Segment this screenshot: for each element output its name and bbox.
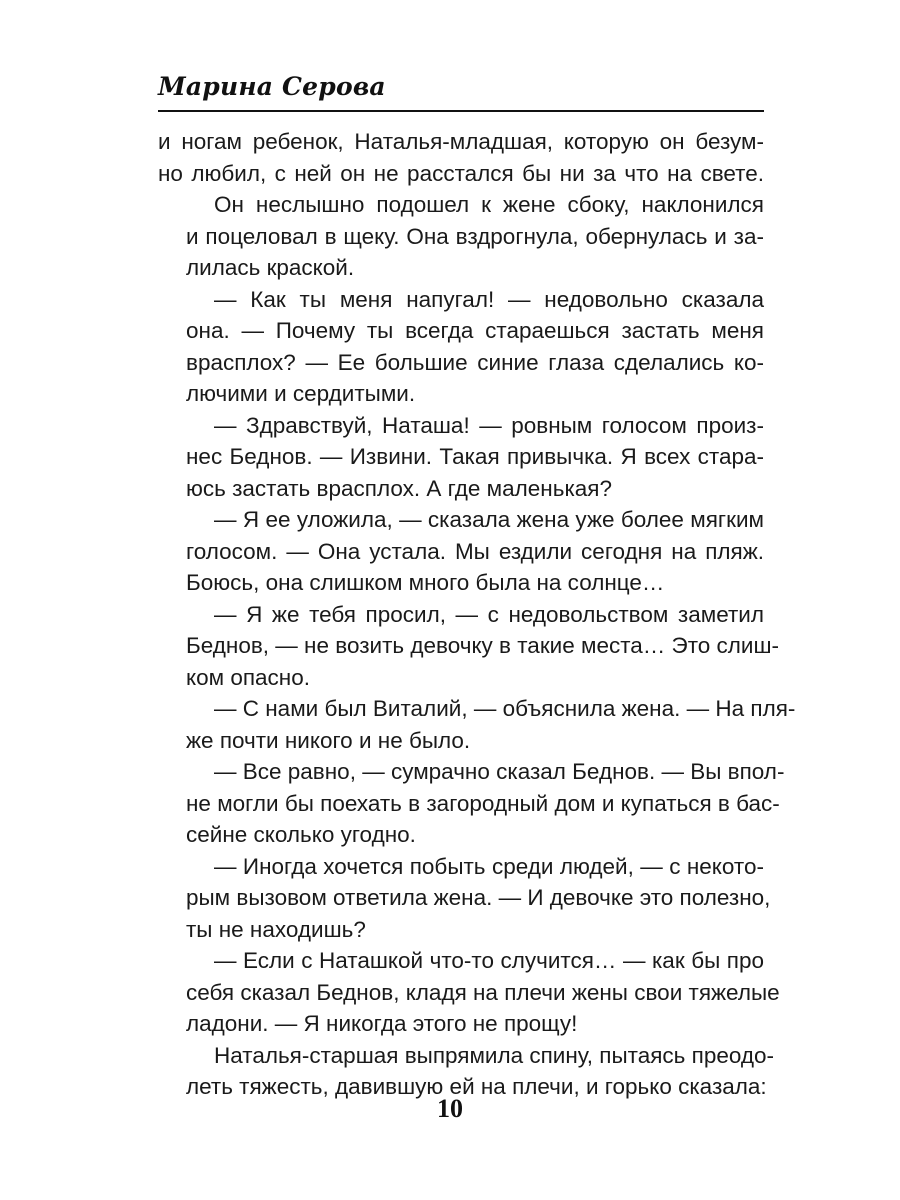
- text-line: — Я же тебя просил, — с недовольством заметил: [214, 601, 764, 627]
- text-line: юсь застать врасплох. А где маленькая?: [186, 475, 613, 501]
- header-rule: [158, 110, 764, 112]
- text-line: она. — Почему ты всегда стараешься застать меня: [186, 318, 764, 343]
- text-line: и поцеловал в щеку. Она вздрогнула, обернулась и за-: [186, 223, 764, 249]
- paragraph: [158, 693, 796, 756]
- text-line: лючими и сердитыми.: [186, 381, 416, 406]
- text-line: нес Беднов. — Извини. Такая привычка. Я всех стара-: [186, 444, 764, 469]
- text-line: но любил, с ней он не расстался бы ни за что на свете.: [158, 160, 764, 186]
- paragraph: [158, 851, 771, 946]
- text-line: — Как ты меня напугал! — недовольно сказала: [214, 286, 764, 312]
- text-line: врасплох? — Ее большие синие глаза сделались ко-: [186, 349, 764, 375]
- text-line: — С нами был Виталий, — объяснила жена. — На пля-: [214, 696, 796, 721]
- paragraph: [158, 756, 785, 851]
- running-head-author: Марина Серова: [158, 72, 386, 101]
- text-line: и ногам ребенок, Наталья-младшая, которую он безум-: [158, 129, 764, 154]
- text-line: Он неслышно подошел к жене сбоку, наклонился: [214, 192, 764, 217]
- text-line: Наталья-старшая выпрямила спину, пытаясь преодо-: [214, 1042, 774, 1068]
- text-line: рым вызовом ответила жена. — И девочке это полезно,: [186, 885, 771, 910]
- text-line: — Я ее уложила, — сказала жена уже более мягким: [214, 507, 764, 532]
- body-text: [158, 126, 796, 1103]
- text-line: не могли бы поехать в загородный дом и купаться в бас-: [186, 790, 780, 816]
- text-line: голосом. — Она устала. Мы ездили сегодня на пляж.: [186, 538, 764, 564]
- text-line: ты не находишь?: [186, 916, 366, 942]
- page-number: 10: [437, 1094, 463, 1123]
- paragraph: [158, 284, 764, 410]
- text-line: лилась краской.: [186, 255, 355, 280]
- text-line: ладони. — Я никогда этого не прощу!: [186, 1011, 578, 1036]
- text-line: леть тяжесть, давившую ей на плечи, и горько сказала:: [186, 1074, 767, 1099]
- paragraph: [158, 599, 780, 694]
- text-line: — Все равно, — сумрачно сказал Беднов. — Вы впол-: [214, 759, 785, 784]
- text-line: же почти никого и не было.: [186, 727, 471, 753]
- text-line: сейне сколько угодно.: [186, 822, 416, 847]
- text-line: — Если с Наташкой что-то случится… — как бы про: [214, 948, 764, 973]
- paragraph: [158, 189, 764, 284]
- text-line: Беднов, — не возить девочку в такие места… Это слиш-: [186, 633, 780, 658]
- text-line: — Здравствуй, Наташа! — ровным голосом произ-: [214, 412, 764, 438]
- paragraph: [158, 126, 764, 189]
- paragraph: [158, 504, 764, 599]
- paragraph: [158, 410, 764, 505]
- paragraph: [158, 945, 780, 1040]
- text-line: — Иногда хочется побыть среди людей, — с некото-: [214, 853, 764, 879]
- text-line: себя сказал Беднов, кладя на плечи жены свои тяжелые: [186, 979, 780, 1005]
- text-line: ком опасно.: [186, 664, 310, 690]
- text-line: Боюсь, она слишком много была на солнце…: [186, 570, 665, 595]
